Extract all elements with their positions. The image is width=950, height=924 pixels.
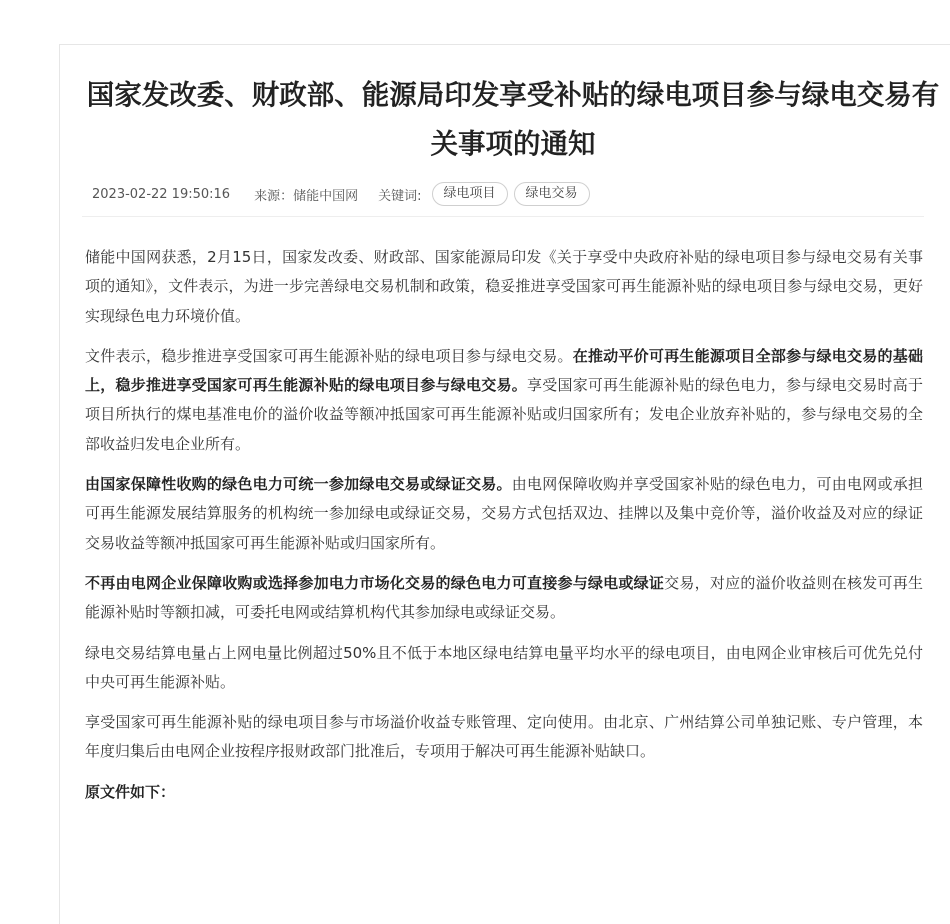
- paragraph-text: 绿电交易结算电量占上网电量比例超过50%且不低于本地区绿电结算电量平均水平的绿电项目，由电网企业审核后可优先兑付中央可再生能源补贴。: [85, 643, 923, 691]
- keyword-tag-green-power-project[interactable]: 绿电项目: [432, 182, 508, 206]
- source-name: 储能中国网: [293, 188, 359, 204]
- original-document-heading: [85, 778, 923, 807]
- paragraph-bold-text: 由国家保障性收购的绿色电力可统一参加绿电交易或绿证交易。: [85, 475, 512, 494]
- paragraph-text: 文件表示，稳步推进享受国家可再生能源补贴的绿电项目参与绿电交易。: [85, 346, 573, 365]
- paragraph-text: 享受国家可再生能源补贴的绿色电力，参与绿电交易时高于项目所执行的煤电基准电价的溢价收益等额冲抵国家可再生能源补贴或归国家所有；发电企业放弃补贴的，参与绿电交易的全部收益归发电企业所有。: [85, 376, 923, 453]
- paragraph-1: [85, 243, 923, 331]
- paragraph-bold-text: 在推动平价可再生能源项目全部参与绿电交易的基础上，稳步推进享受国家可再生能源补贴的绿电项目参与绿电交易。: [85, 346, 923, 395]
- paragraph-text: 享受国家可再生能源补贴的绿电项目参与市场溢价收益专账管理、定向使用。由北京、广州结算公司单独记账、专户管理，本年度归集后由电网企业按程序报财政部门批准后，专项用于解决可再生能源补贴缺口。: [85, 713, 923, 761]
- paragraph-text: 交易，对应的溢价收益则在核发可再生能源补贴时等额扣减，可委托电网或结算机构代其参加绿电或绿证交易。: [85, 573, 923, 622]
- publish-date: 2023-02-22 19:50:16: [92, 186, 231, 202]
- article-meta: [92, 181, 590, 207]
- paragraph-bold-text: 不再由电网企业保障收购或选择参加电力市场化交易的绿色电力可直接参与绿电或绿证: [85, 573, 665, 592]
- article-title: 国家发改委、财政部、能源局印发享受补贴的绿电项目参与绿电交易有关事项的通知: [86, 79, 940, 160]
- paragraph-2: [85, 342, 923, 459]
- meta-divider: [82, 216, 924, 217]
- paragraph-bold-text: 原文件如下：: [85, 782, 176, 801]
- paragraph-text: 由电网保障收购并享受国家补贴的绿色电力，可由电网或承担可再生能源发展结算服务的机构统一参加绿电或绿证交易，交易方式包括双边、挂牌以及集中竞价等，溢价收益及对应的绿证交易收益等额冲抵国家可再生能源补贴或归国家所有。: [85, 475, 923, 552]
- article-body: [85, 243, 923, 818]
- paragraph-3: [85, 470, 923, 558]
- source-label: 来源：: [254, 188, 294, 204]
- keywords-label: 关键词:: [378, 188, 422, 204]
- keyword-tag-green-power-trading[interactable]: 绿电交易: [514, 182, 590, 206]
- paragraph-text: 储能中国网获悉，2月15日，国家发改委、财政部、国家能源局印发《关于享受中央政府补贴的绿电项目参与绿电交易有关事项的通知》，文件表示，为进一步完善绿电交易机制和政策，稳妥推进享受国家可再生能源补贴的绿电项目参与绿电交易，更好实现绿色电力环境价值。: [85, 248, 923, 325]
- paragraph-4: [85, 569, 923, 628]
- paragraph-5: [85, 639, 923, 698]
- paragraph-6: [85, 708, 923, 767]
- article-card: [59, 44, 950, 924]
